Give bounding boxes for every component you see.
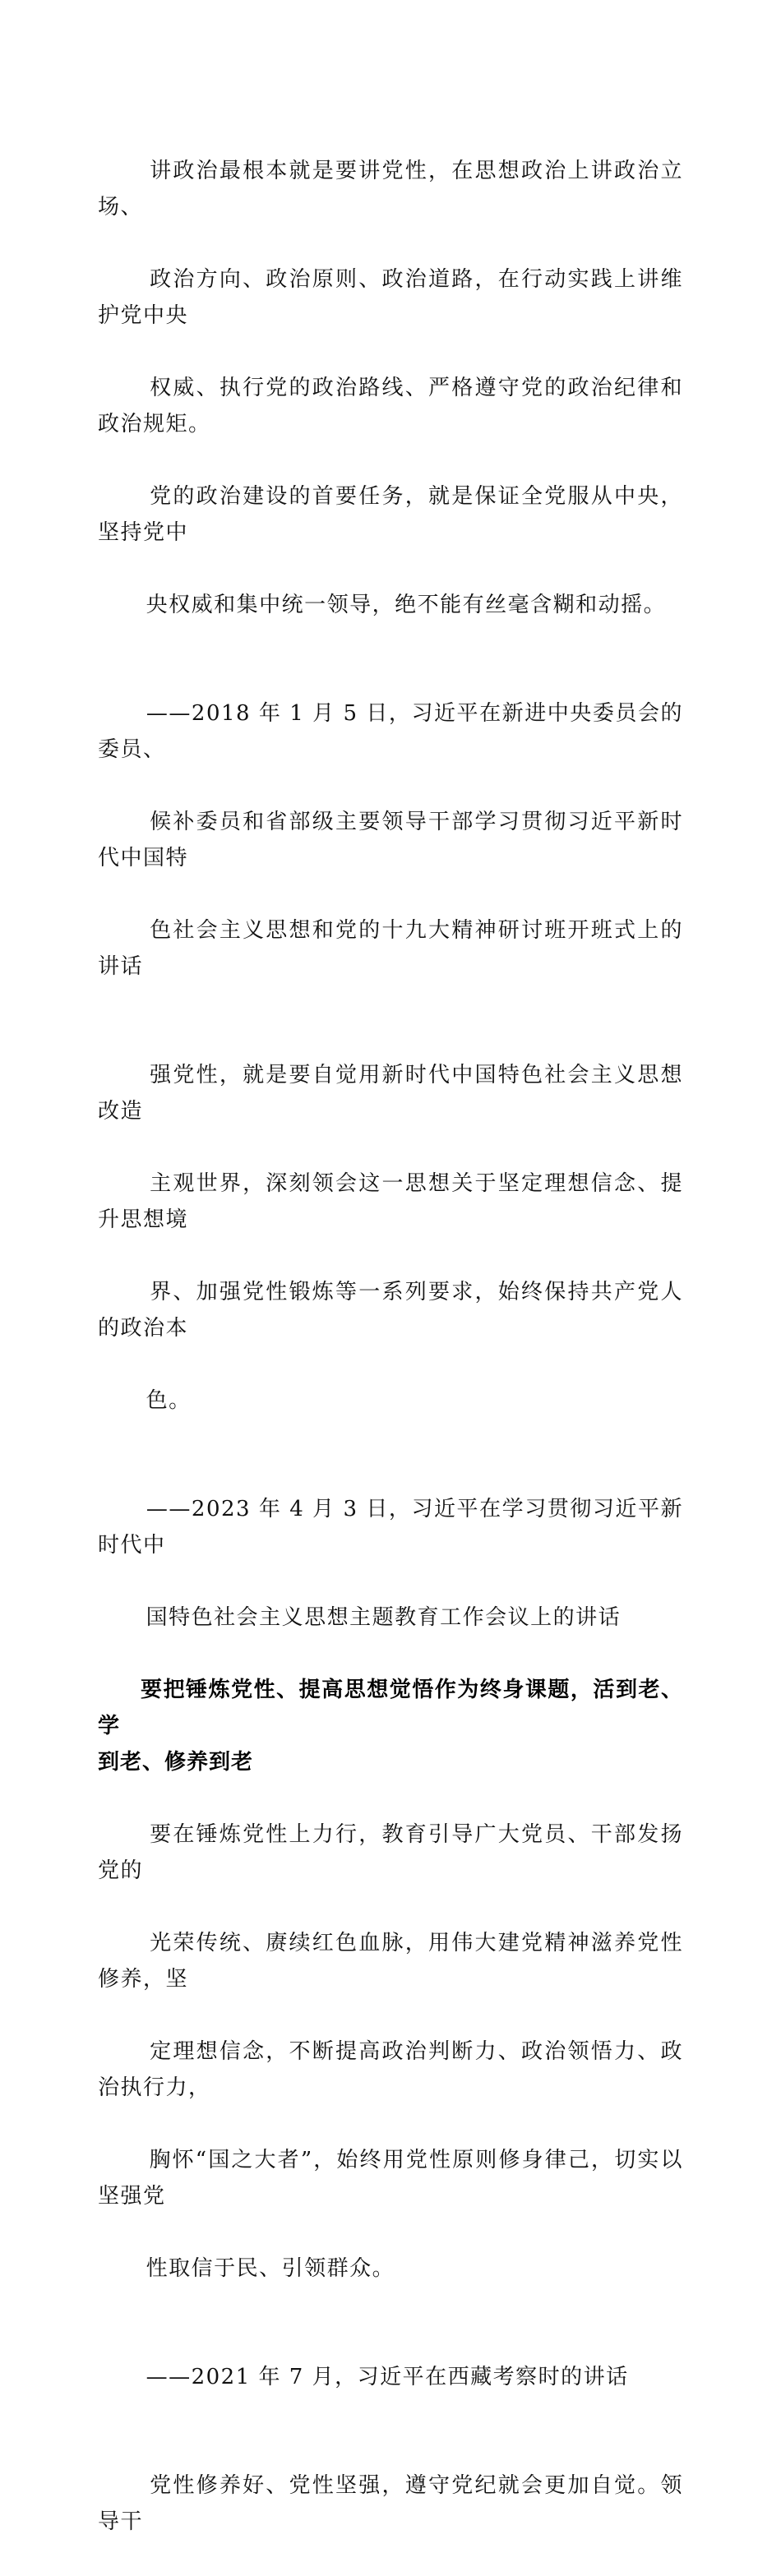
text-line: ——2018 年 1 月 5 日，习近平在新进中央委员会的委员、 [98,701,684,762]
document-body [98,117,683,2576]
text-line: 党性修养好、党性坚强，遵守党纪就会更加自觉。领导干 [98,2473,683,2534]
quote-source-1 [98,659,683,1021]
paragraph-body-3 [98,1780,683,2323]
text-line: 色。 [146,1388,192,1413]
text-line: 定理想信念，不断提高政治判断力、政治领悟力、政治执行力， [98,2039,683,2100]
text-line: 胸怀“国之大者”，始终用党性原则修身律己，切实以坚强党 [98,2148,683,2209]
text-line: ——2021 年 7 月，习近平在西藏考察时的讲话 [146,2365,629,2389]
text-line: 色社会主义思想和党的十九大精神研讨班开班式上的讲话 [98,918,683,979]
text-line: 国特色社会主义思想主题教育工作会议上的讲话 [146,1605,622,1630]
text-line: 要在锤炼党性上力行，教育引导广大党员、干部发扬党的 [98,1822,683,1883]
text-line: 央权威和集中统一领导，绝不能有丝毫含糊和动摇。 [146,593,667,617]
text-line: 候补委员和省部级主要领导干部学习贯彻习近平新时代中国特 [98,810,683,870]
paragraph-body-1 [98,117,683,659]
paragraph-body-2 [98,1021,683,1455]
quote-source-2 [98,1455,683,1672]
section-heading [98,1672,683,1780]
quote-source-3 [98,2323,683,2431]
text-line: 界、加强党性锻炼等一系列要求，始终保持共产党人的政治本 [98,1280,683,1341]
text-line: ——2023 年 4 月 3 日，习近平在学习贯彻习近平新时代中 [98,1497,684,1558]
text-line: 讲政治最根本就是要讲党性，在思想政治上讲政治立场、 [98,159,683,219]
text-line: 权威、执行党的政治路线、严格遵守党的政治纪律和政治规矩。 [98,376,683,436]
text-line: 光荣传统、赓续红色血脉，用伟大建党精神滋养党性修养，坚 [98,1931,683,1992]
heading-line: 要把锤炼党性、提高思想觉悟作为终身课题，活到老、学 [98,1678,683,1738]
paragraph-body-4 [98,2431,683,2576]
text-line: 党的政治建设的首要任务，就是保证全党服从中央，坚持党中 [98,484,683,545]
heading-line: 到老、修养到老 [98,1750,254,1775]
text-line: 性取信于民、引领群众。 [146,2256,395,2281]
text-line: 政治方向、政治原则、政治道路，在行动实践上讲维护党中央 [98,267,683,328]
text-line: 主观世界，深刻领会这一思想关于坚定理想信念、提升思想境 [98,1171,683,1232]
text-line: 强党性，就是要自觉用新时代中国特色社会主义思想改造 [98,1063,683,1124]
